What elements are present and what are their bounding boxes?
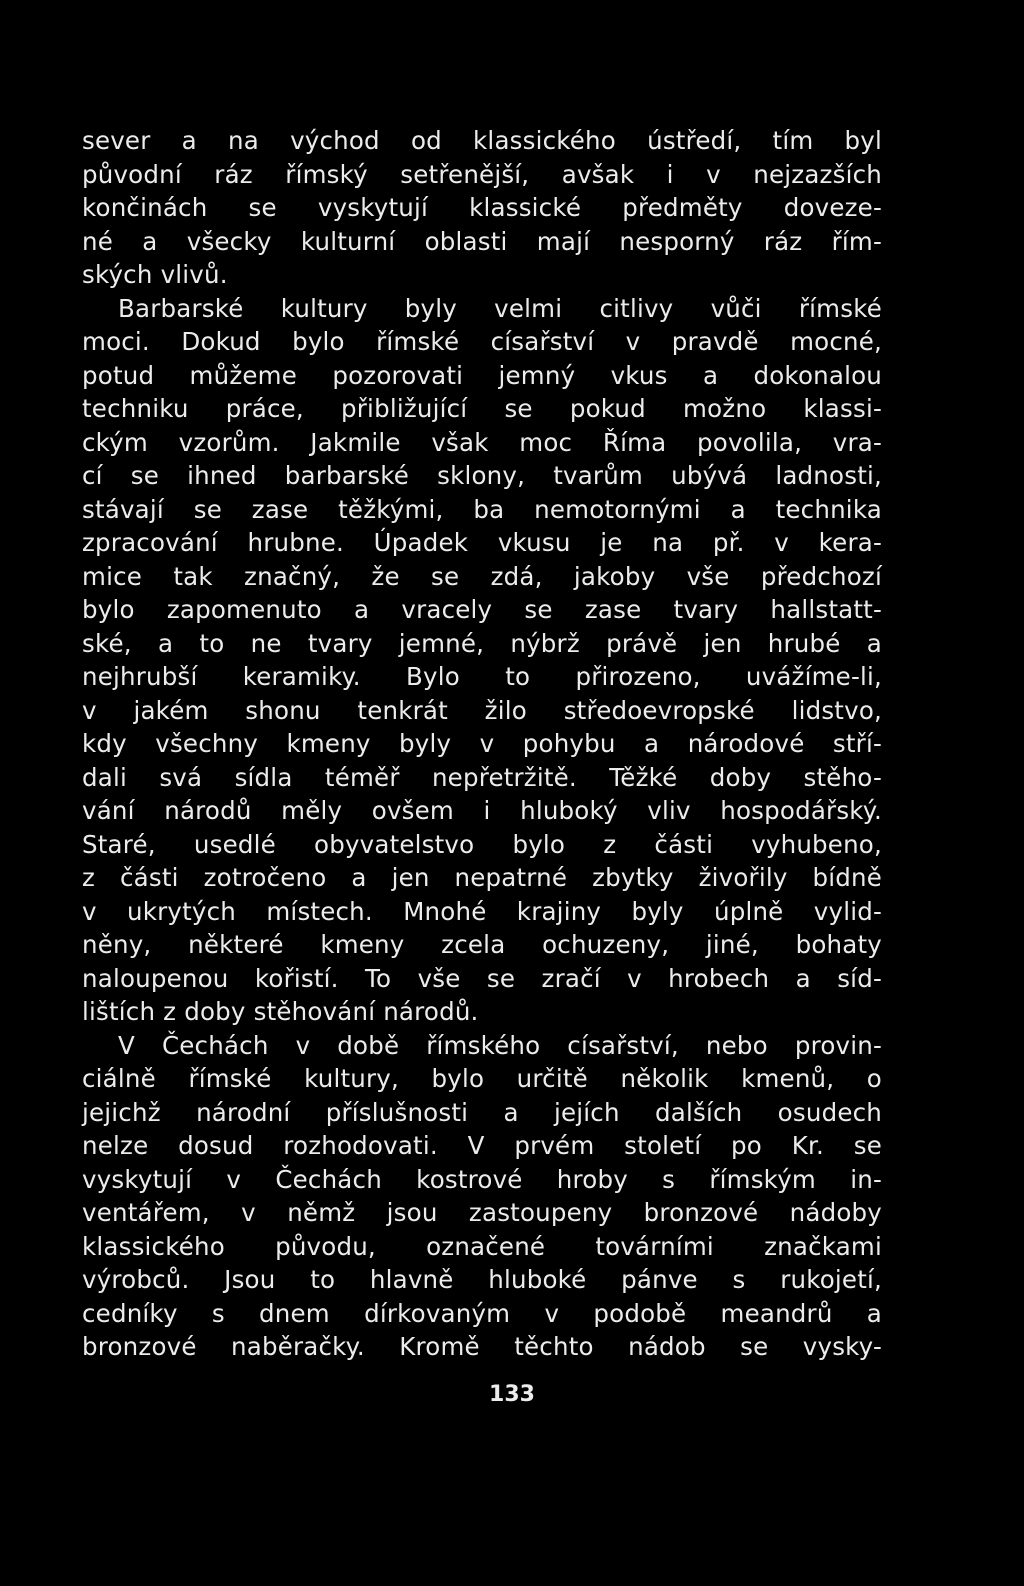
text-line: nejhrubší keramiky. Bylo to přirozeno, uvážíme-li, xyxy=(82,662,882,691)
text-line: techniku práce, přibližující se pokud možno klassi- xyxy=(82,394,882,423)
text-line: ventářem, v němž jsou zastoupeny bronzové nádoby xyxy=(82,1198,882,1227)
text-line: lištích z doby stěhování národů. xyxy=(82,997,479,1026)
text-line: Staré, usedlé obyvatelstvo bylo z části vyhubeno, xyxy=(82,829,882,859)
text-line: bronzové naběračky. Kromě těchto nádob se vysky- xyxy=(82,1332,882,1361)
text-line: kdy všechny kmeny byly v pohybu a národové stří- xyxy=(82,729,882,758)
text-line: ských vlivů. xyxy=(82,260,228,289)
text-line: stávají se zase těžkými, ba nemotornými a technika xyxy=(82,494,882,524)
text-line: vyskytují v Čechách kostrové hroby s římským in- xyxy=(82,1164,882,1194)
text-line: cí se ihned barbarské sklony, tvarům ubývá ladnosti, xyxy=(82,461,882,490)
text-line: moci. Dokud bylo římské císařství v pravdě mocné, xyxy=(82,327,882,356)
text-line: naloupenou kořistí. To vše se zračí v hrobech a síd- xyxy=(82,963,882,993)
text-line: sever a na východ od klassického ústředí, tím byl xyxy=(82,126,882,155)
text-line: V Čechách v době římského císařství, nebo provin- xyxy=(118,1030,882,1060)
text-line: původní ráz římský setřenější, avšak i v nejzazších xyxy=(82,159,882,189)
text-line: né a všecky kulturní oblasti mají nesporný ráz řím- xyxy=(82,226,882,256)
text-line: v ukrytých místech. Mnohé krajiny byly úplně vylid- xyxy=(82,896,882,926)
text-line: něny, některé kmeny zcela ochuzeny, jiné, bohaty xyxy=(82,930,882,959)
text-line: ské, a to ne tvary jemné, nýbrž právě jen hrubé a xyxy=(82,628,882,658)
page-number: 133 xyxy=(489,1382,535,1407)
text-line: ckým vzorům. Jakmile však moc Říma povolila, vra- xyxy=(82,427,882,457)
text-line: vání národů měly ovšem i hluboký vliv hospodářský. xyxy=(82,796,882,825)
text-line: končinách se vyskytují klassické předměty doveze- xyxy=(82,193,882,222)
text-line: mice tak značný, že se zdá, jakoby vše předchozí xyxy=(82,561,882,591)
text-line: Barbarské kultury byly velmi citlivy vůči římské xyxy=(118,293,882,323)
text-line: výrobců. Jsou to hlavně hluboké pánve s rukojetí, xyxy=(82,1265,882,1294)
text-line: cedníky s dnem dírkovaným v podobě meandrů a xyxy=(82,1298,882,1328)
text-line: dali svá sídla téměř nepřetržitě. Těžké doby stěho- xyxy=(82,762,882,792)
text-line: potud můžeme pozorovati jemný vkus a dokonalou xyxy=(82,360,882,390)
text-line: jejichž národní příslušnosti a jejích dalších osudech xyxy=(82,1097,882,1127)
text-line: v jakém shonu tenkrát žilo středoevropské lidstvo, xyxy=(82,695,882,725)
text-line: zpracování hrubne. Úpadek vkusu je na př. v kera- xyxy=(82,528,882,557)
text-line: bylo zapomenuto a vracely se zase tvary hallstatt- xyxy=(82,595,882,624)
text-line: ciálně římské kultury, bylo určitě několik kmenů, o xyxy=(82,1064,882,1093)
text-line: klassického původu, označené továrními značkami xyxy=(82,1231,882,1261)
body-text xyxy=(82,124,882,1364)
text-line: nelze dosud rozhodovati. V prvém století po Kr. se xyxy=(82,1131,882,1160)
text-line: z části zotročeno a jen nepatrné zbytky živořily bídně xyxy=(82,863,882,892)
